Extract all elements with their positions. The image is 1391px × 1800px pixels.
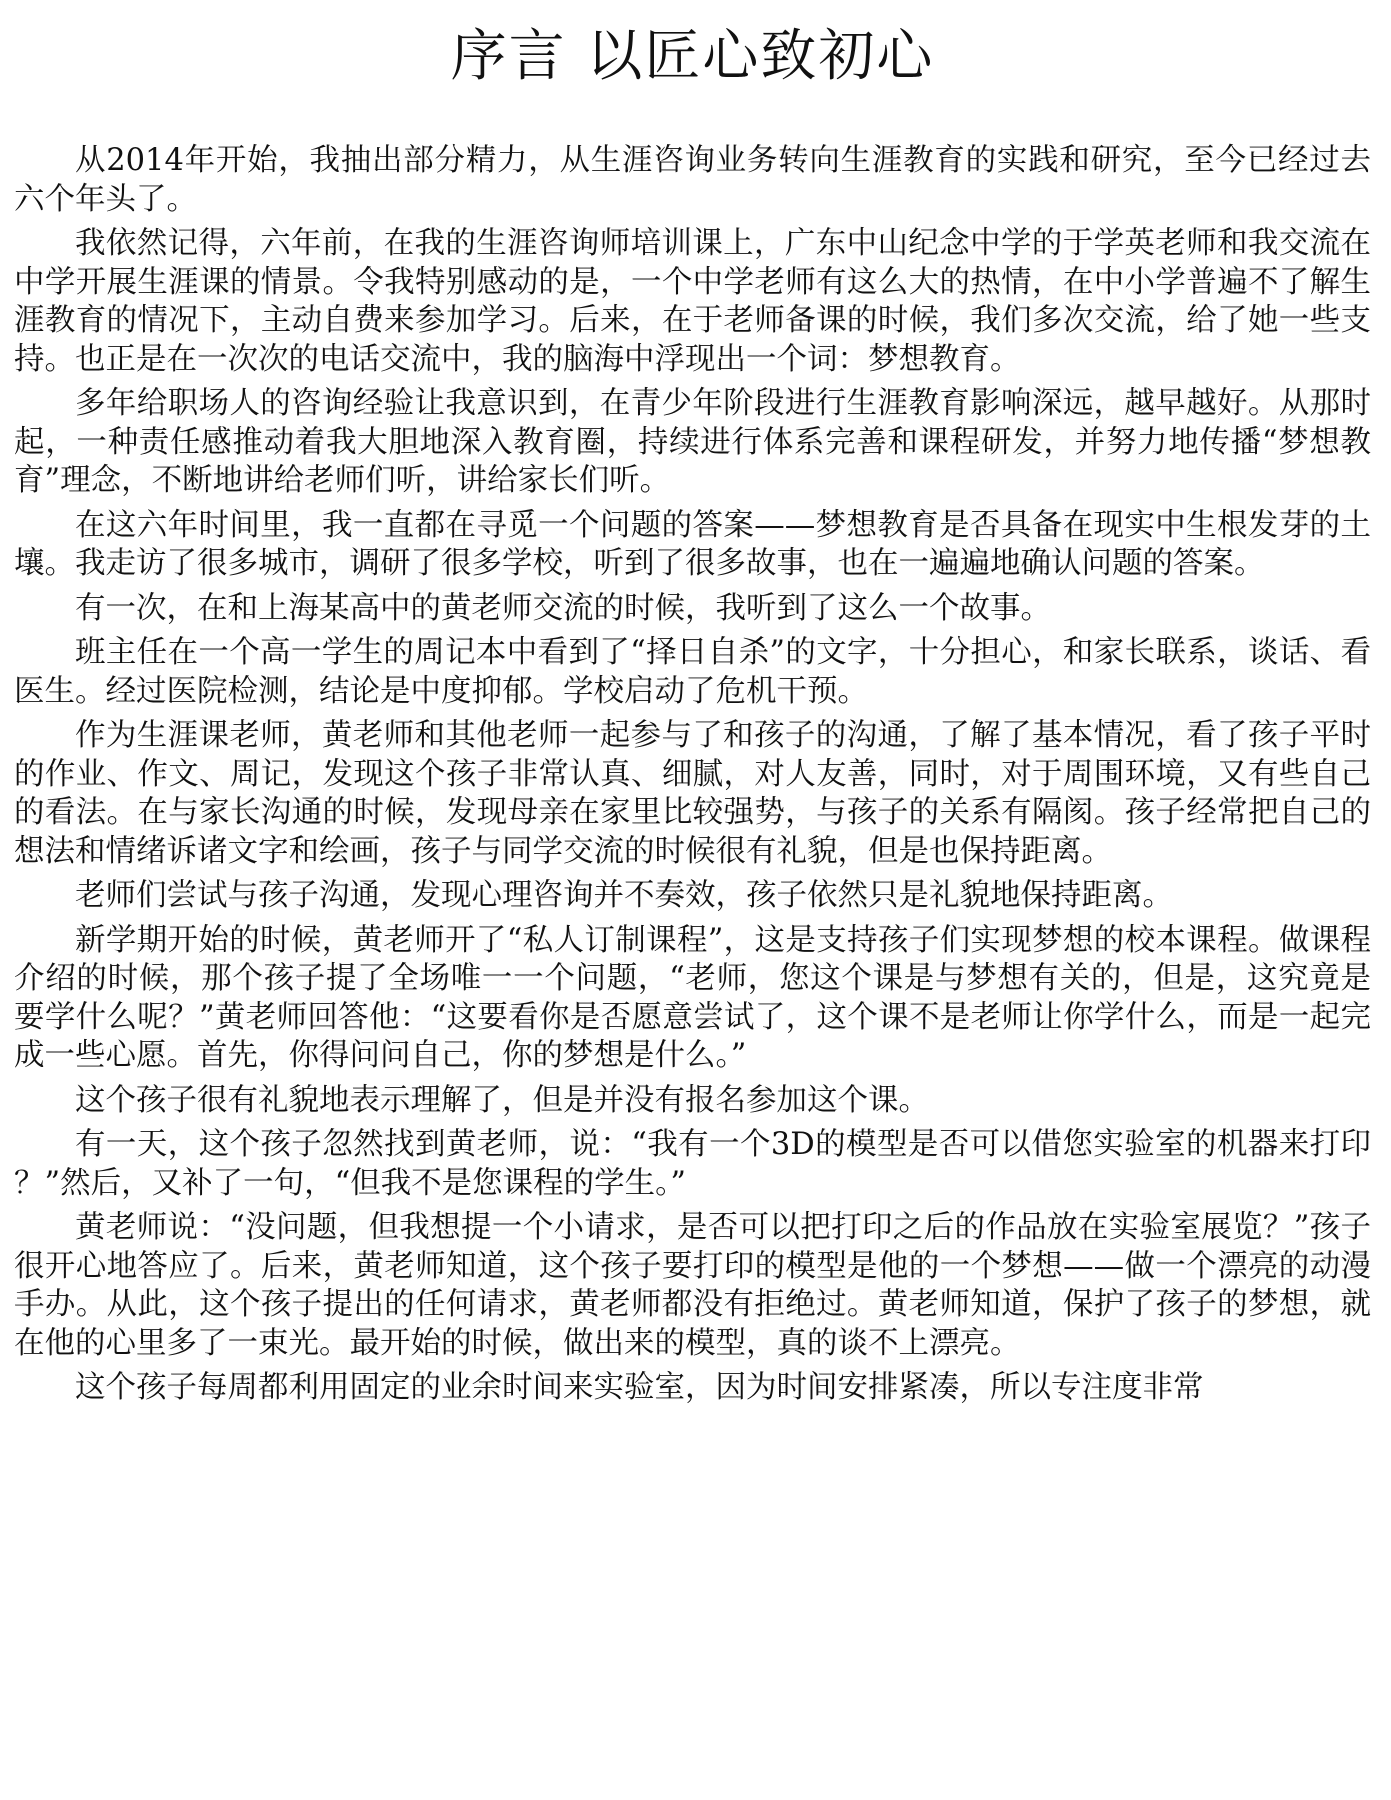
paragraph-13: 这个孩子每周都利用固定的业余时间来实验室，因为时间安排紧凑，所以专注度非常 (75, 1370, 1204, 1405)
paragraph-11: 有一天，这个孩子忽然找到黄老师，说：“我有一个3D的模型是否可以借您实验室的机器来打印？”然后，又补了一句，“但我不是您课程的学生。” (14, 1127, 1371, 1201)
paragraph-6: 班主任在一个高一学生的周记本中看到了“择日自杀”的文字，十分担心，和家长联系，谈话、看医生。经过医院检测，结论是中度抑郁。学校启动了危机干预。 (14, 635, 1371, 709)
paragraph-3: 多年给职场人的咨询经验让我意识到，在青少年阶段进行生涯教育影响深远，越早越好。从那时起，一种责任感推动着我大胆地深入教育圈，持续进行体系完善和课程研发，并努力地传播“梦想教育”理念，不断地讲给老师们听，讲给家长们听。 (14, 386, 1371, 498)
paragraph-2: 我依然记得，六年前，在我的生涯咨询师培训课上，广东中山纪念中学的于学英老师和我交流在中学开展生涯课的情景。令我特别感动的是，一个中学老师有这么大的热情，在中小学普遍不了解生涯教育的情况下，主动自费来参加学习。后来，在于老师备课的时候，我们多次交流，给了她一些支持。也正是在一次次的电话交流中，我的脑海中浮现出一个词：梦想教育。 (14, 226, 1371, 377)
paragraph-8: 老师们尝试与孩子沟通，发现心理咨询并不奏效，孩子依然只是礼貌地保持距离。 (75, 878, 1173, 913)
paragraph-10: 这个孩子很有礼貌地表示理解了，但是并没有报名参加这个课。 (75, 1082, 929, 1118)
paragraph-5: 有一次，在和上海某高中的黄老师交流的时候，我听到了这么一个故事。 (75, 590, 1051, 626)
paragraph-12: 黄老师说：“没问题，但我想提一个小请求，是否可以把打印之后的作品放在实验室展览？”孩子很开心地答应了。后来，黄老师知道，这个孩子要打印的模型是他的一个梦想——做一个漂亮的动漫手办。从此，这个孩子提出的任何请求，黄老师都没有拒绝过。黄老师知道，保护了孩子的梦想，就在他的心里多了一束光。最开始的时候，做出来的模型，真的谈不上漂亮。 (14, 1210, 1371, 1361)
body-text (14, 142, 1371, 1408)
page-title: 序言 以匠心致初心 (450, 24, 935, 89)
paragraph-7: 作为生涯课老师，黄老师和其他老师一起参与了和孩子的沟通，了解了基本情况，看了孩子平时的作业、作文、周记，发现这个孩子非常认真、细腻，对人友善，同时，对于周围环境，又有些自己的看法。在与家长沟通的时候，发现母亲在家里比较强势，与孩子的关系有隔阂。孩子经常把自己的想法和情绪诉诸文字和绘画，孩子与同学交流的时候很有礼貌，但是也保持距离。 (14, 718, 1371, 869)
paragraph-4: 在这六年时间里，我一直都在寻觅一个问题的答案——梦想教育是否具备在现实中生根发芽的土壤。我走访了很多城市，调研了很多学校，听到了很多故事，也在一遍遍地确认问题的答案。 (14, 507, 1371, 581)
paragraph-9: 新学期开始的时候，黄老师开了“私人订制课程”，这是支持孩子们实现梦想的校本课程。做课程介绍的时候，那个孩子提了全场唯一一个问题，“老师，您这个课是与梦想有关的，但是，这究竟是要学什么呢？”黄老师回答他：“这要看你是否愿意尝试了，这个课不是老师让你学什么，而是一起完成一些心愿。首先，你得问问自己，你的梦想是什么。” (14, 922, 1371, 1073)
paragraph-1: 从2014年开始，我抽出部分精力，从生涯咨询业务转向生涯教育的实践和研究，至今已经过去六个年头了。 (14, 143, 1371, 217)
